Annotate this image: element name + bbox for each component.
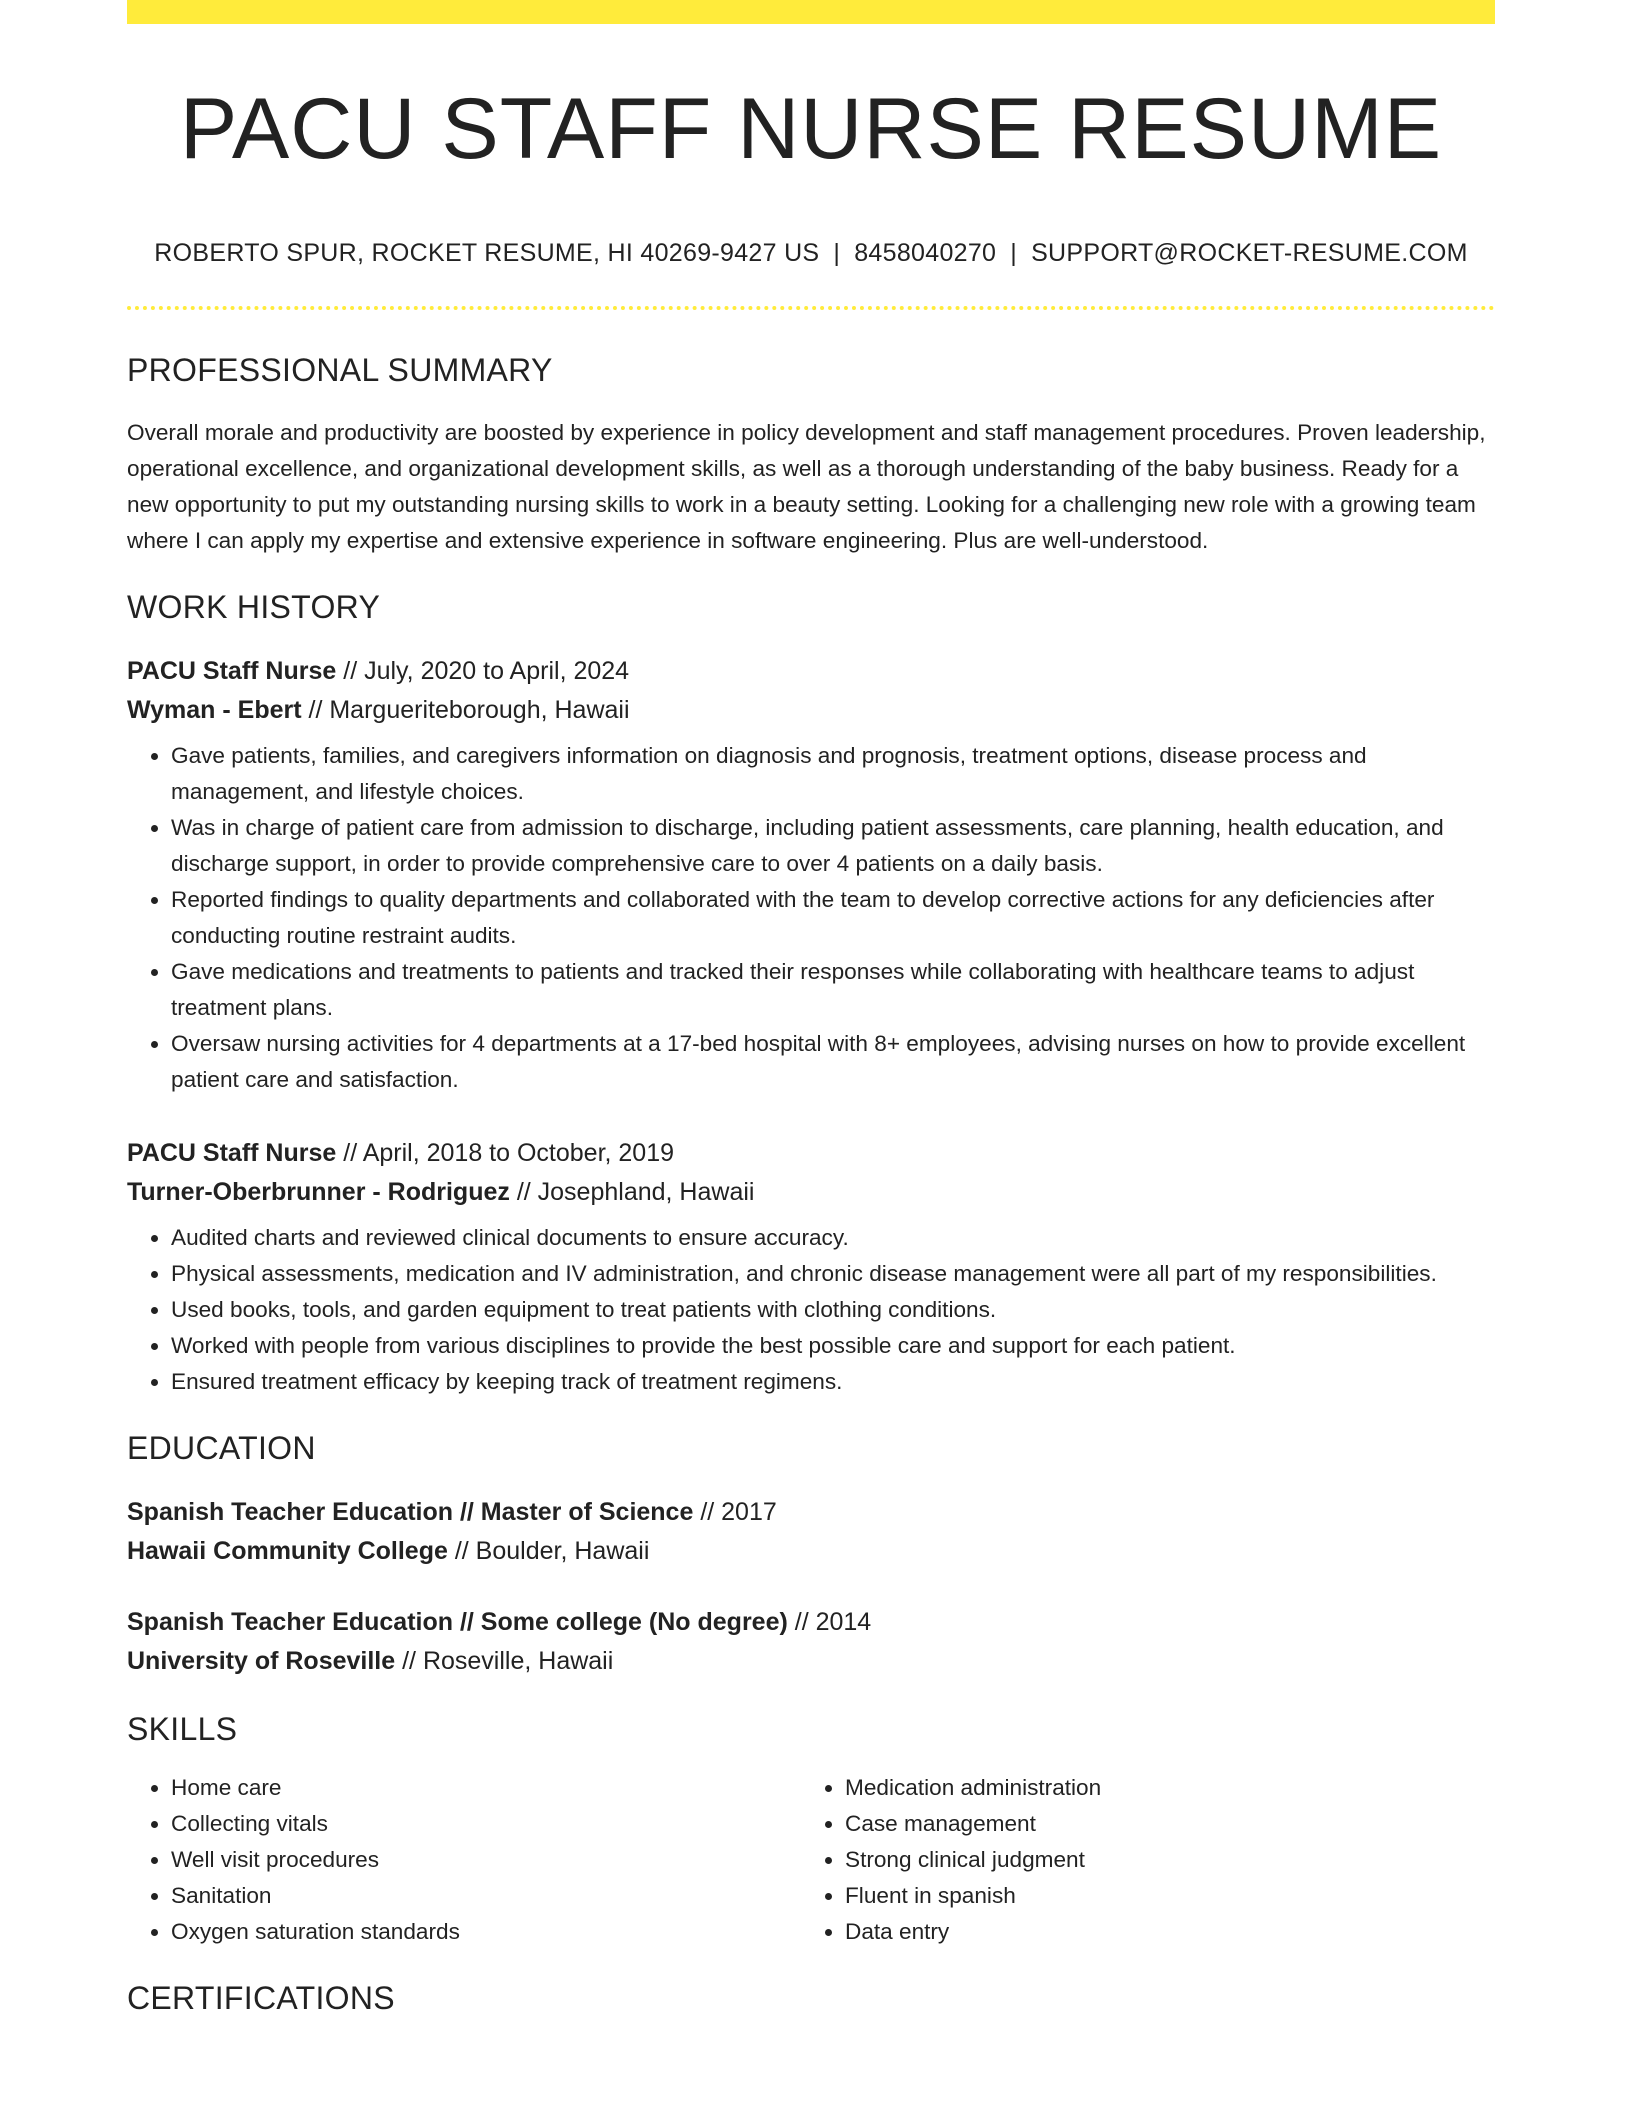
summary-text: Overall morale and productivity are boosted by experience in policy development and staff management procedures. Proven leadership, operational excellence, and organizational development skills, as well as a thorough understanding of the baby business. Ready for a new opportunity to put my outstanding nursing skills to work in a beauty setting. Looking for a challenging new role with a growing team where I can apply my expertise and extensive experience in software engineering. Plus are well-understood. [127, 419, 1486, 553]
skills-grid [127, 1770, 1495, 1950]
job-entry [127, 1134, 1495, 1400]
job-company: Turner-Oberbrunner - Rodriguez [127, 1177, 510, 1206]
job-company: Wyman - Ebert [127, 695, 302, 724]
school-line [127, 1532, 1495, 1571]
education-heading: EDUCATION [127, 1429, 316, 1466]
school-location: // Roseville, Hawaii [395, 1646, 614, 1675]
skill-item: • Fluent in spanish [845, 1878, 1475, 1914]
school-line [127, 1642, 1495, 1681]
list-item: • Ensured treatment efficacy by keeping track of treatment regimens. [171, 1364, 1495, 1400]
dotted-divider [127, 306, 1495, 310]
skill-item: • Sanitation [171, 1878, 801, 1914]
degree-line [127, 1603, 1495, 1642]
job-dates: // July, 2020 to April, 2024 [336, 656, 630, 685]
skill-item: • Medication administration [845, 1770, 1475, 1806]
school-location: // Boulder, Hawaii [447, 1536, 650, 1565]
job-title: PACU Staff Nurse [127, 1138, 337, 1167]
degree: Spanish Teacher Education // Master of Science [127, 1497, 694, 1526]
list-item: • Worked with people from various disciplines to provide the best possible care and support for each patient. [171, 1328, 1495, 1364]
list-item: • Physical assessments, medication and IV administration, and chronic disease management were all part of my responsibilities. [171, 1256, 1495, 1292]
contact-separator: | [1010, 238, 1018, 267]
contact-line [127, 239, 1495, 268]
job-bullets [127, 1220, 1495, 1400]
job-company-line [127, 1173, 1495, 1212]
list-item: • Gave patients, families, and caregivers information on diagnosis and prognosis, treatment options, disease process and management, and lifestyle choices. [171, 738, 1495, 810]
job-bullets [127, 738, 1495, 1098]
school: Hawaii Community College [127, 1536, 448, 1565]
list-item: • Gave medications and treatments to patients and tracked their responses while collaborating with healthcare teams to adjust treatment plans. [171, 954, 1495, 1026]
resume-page [127, 0, 1495, 2017]
education-entry [127, 1493, 1495, 1571]
list-item: • Reported findings to quality departments and collaborated with the team to develop corrective actions for any deficiencies after conducting routine restraint audits. [171, 882, 1495, 954]
degree-year: // 2014 [787, 1607, 872, 1636]
contact-email: SUPPORT@ROCKET-RESUME.COM [1031, 238, 1468, 267]
job-title: PACU Staff Nurse [127, 656, 337, 685]
school: University of Roseville [127, 1646, 396, 1675]
certifications-heading: CERTIFICATIONS [127, 1979, 395, 2016]
skill-item: • Strong clinical judgment [845, 1842, 1475, 1878]
degree-year: // 2017 [693, 1497, 777, 1526]
skills-column-right [801, 1770, 1475, 1950]
skill-item: • Oxygen saturation standards [171, 1914, 801, 1950]
skill-item: • Case management [845, 1806, 1475, 1842]
work-history-heading: WORK HISTORY [127, 588, 381, 625]
skill-item: • Data entry [845, 1914, 1475, 1950]
skill-item: • Home care [171, 1770, 801, 1806]
skills-heading: SKILLS [127, 1710, 238, 1747]
job-location: // Margueriteborough, Hawaii [301, 695, 630, 724]
skill-item: • Collecting vitals [171, 1806, 801, 1842]
skill-item: • Well visit procedures [171, 1842, 801, 1878]
contact-phone: 8458040270 [854, 238, 997, 267]
contact-separator: | [833, 238, 841, 267]
job-entry [127, 652, 1495, 1098]
job-company-line [127, 691, 1495, 730]
list-item: • Was in charge of patient care from admission to discharge, including patient assessments, care planning, health education, and discharge support, in order to provide comprehensive care to over 4 patients on a daily basis. [171, 810, 1495, 882]
job-title-line [127, 652, 1495, 691]
accent-bar [127, 0, 1495, 24]
degree: Spanish Teacher Education // Some college (No degree) [127, 1607, 788, 1636]
list-item: • Used books, tools, and garden equipment to treat patients with clothing conditions. [171, 1292, 1495, 1328]
education-entry [127, 1603, 1495, 1681]
degree-line [127, 1493, 1495, 1532]
summary-heading: PROFESSIONAL SUMMARY [127, 351, 553, 388]
contact-address: ROBERTO SPUR, ROCKET RESUME, HI 40269-9427 US [154, 238, 820, 267]
job-location: // Josephland, Hawaii [509, 1177, 755, 1206]
job-title-line [127, 1134, 1495, 1173]
list-item: • Audited charts and reviewed clinical documents to ensure accuracy. [171, 1220, 1495, 1256]
job-dates: // April, 2018 to October, 2019 [336, 1138, 675, 1167]
resume-title: PACU STAFF NURSE RESUME [179, 81, 1443, 177]
list-item: • Oversaw nursing activities for 4 departments at a 17-bed hospital with 8+ employees, advising nurses on how to provide excellent patient care and satisfaction. [171, 1026, 1495, 1098]
skills-column-left [127, 1770, 801, 1950]
